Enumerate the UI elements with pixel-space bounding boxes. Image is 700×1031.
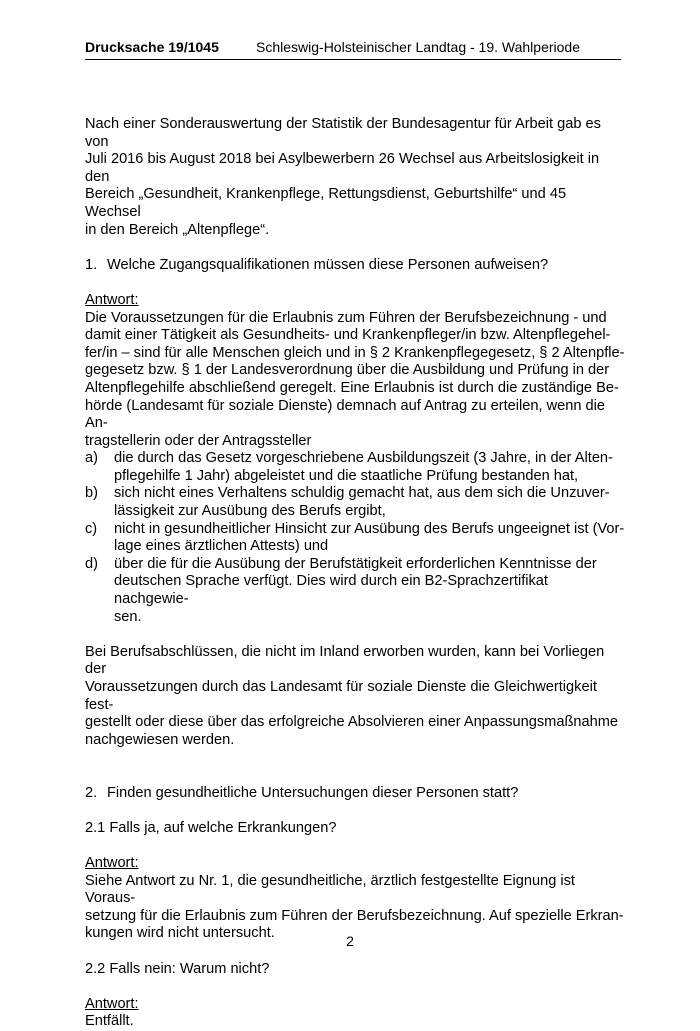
answer-2-1-paragraph: Siehe Antwort zu Nr. 1, die gesundheitliche, ärztlich festgestellte Eignung ist Voraus- setzung für die Erlaubnis zum Führen der Berufsbezeichnung. Auf spezielle Erkran- kungen wird nicht untersucht. xyxy=(85,872,624,942)
list-marker: b) xyxy=(85,485,98,502)
question-1 xyxy=(85,257,625,275)
question-2 xyxy=(85,785,625,803)
list-item: c) nicht in gesundheitlicher Hinsicht zur Ausübung des Berufs ungeeignet ist (Vor- lage eines ärztlichen Attests) und xyxy=(85,520,625,555)
list-item: b) sich nicht eines Verhaltens schuldig gemacht hat, aus dem sich die Unzuver- lässigkeit zur Ausübung des Berufs ergibt, xyxy=(85,485,610,520)
header-divider xyxy=(85,59,621,60)
answer-label: Antwort: xyxy=(85,291,139,308)
list-marker: c) xyxy=(85,520,98,537)
question-number: 1. xyxy=(85,256,98,273)
document-number: Drucksache 19/1045 xyxy=(85,39,219,55)
answer-label: Antwort: xyxy=(85,995,139,1012)
question-number: 2. xyxy=(85,784,98,801)
list-item: a) die durch das Gesetz vorgeschriebene Ausbildungszeit (3 Jahre, in der Alten- pflegehilfe 1 Jahr) abgeleistet und die staatliche Prüfung bestanden hat, xyxy=(85,450,613,484)
intro-paragraph: Nach einer Sonderauswertung der Statistik der Bundesagentur für Arbeit gab es von Juli 2016 bis August 2018 bei Asylbewerbern 26 Wechsel aus Arbeitslosigkeit in den Bereich „Gesundheit, Krankenpflege, Rettungsdienst, Geburtshilfe“ und 45 Wechsel in den Bereich „Altenpflege“. xyxy=(85,116,601,238)
answer-1-extra-paragraph: Bei Berufsabschlüssen, die nicht im Inland erworben wurden, kann bei Vorliegen der Voraussetzungen durch das Landesamt für soziale Dienste die Gleichwertigkeit fest- gestellt oder diese über das erfolgreiche Absolvieren einer Anpassungsmaßnahme nachgewiesen werden. xyxy=(85,643,618,748)
document-body xyxy=(85,116,625,1031)
question-text: Welche Zugangsqualifikationen müssen diese Personen aufweisen? xyxy=(107,256,549,273)
answer-label: Antwort: xyxy=(85,854,139,871)
answer-2-2: Entfällt. xyxy=(85,1013,134,1030)
list-marker: d) xyxy=(85,555,98,572)
answer-1-paragraph: Die Voraussetzungen für die Erlaubnis zum Führen der Berufsbezeichnung - und damit einer Tätigkeit als Gesundheits- und Krankenpfleger/in bzw. Altenpflegehel- fer/in – sind für alle Menschen gleich und in § 2 Krankenpflegegesetz, § 2 Altenpfle- gegesetz bzw. § 1 der Landesverordnung über die Ausbildung und Prüfung in der Altenpflegehilfe abschließend geregelt. Eine Erlaubnis ist durch die zuständige Be- hörde (Landesamt für soziale Dienste) demnach auf Antrag zu erteilen, wenn die An- tragstellerin oder der Antragssteller xyxy=(85,309,625,449)
list-item: d) über die für die Ausübung der Berufstätigkeit erforderlichen Kenntnisse der deutschen Sprache verfügt. Dies wird durch ein B2-Sprachzertifikat nachgewie- sen. xyxy=(85,555,597,625)
question-2-1: 2.1 Falls ja, auf welche Erkrankungen? xyxy=(85,819,337,836)
parliament-title: Schleswig-Holsteinischer Landtag - 19. Wahlperiode xyxy=(256,39,580,55)
page-number: 2 xyxy=(346,933,354,949)
question-text: Finden gesundheitliche Untersuchungen dieser Personen statt? xyxy=(107,784,519,801)
question-2-2: 2.2 Falls nein: Warum nicht? xyxy=(85,960,270,977)
list-marker: a) xyxy=(85,450,98,467)
